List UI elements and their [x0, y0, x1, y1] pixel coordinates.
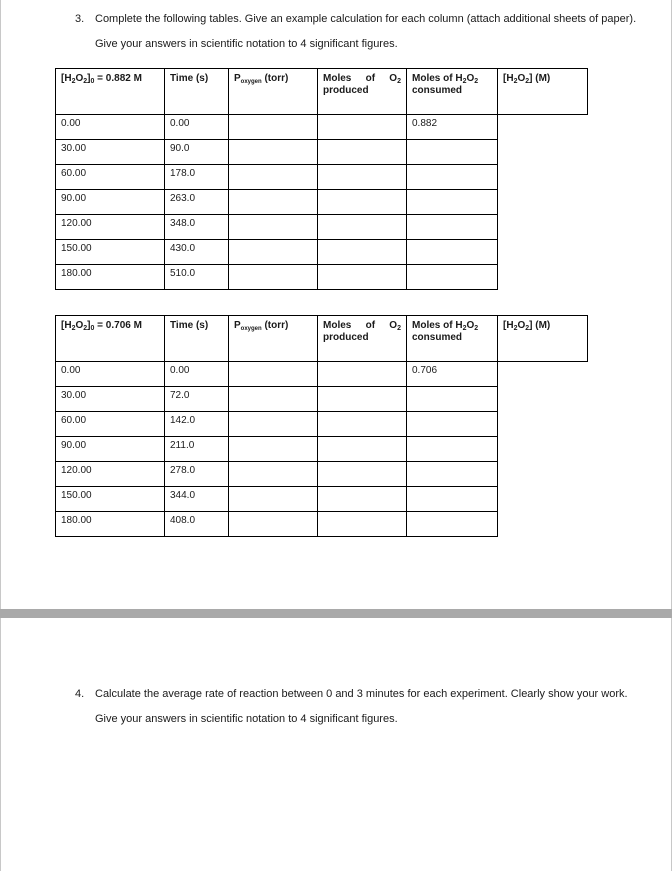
table-row — [56, 240, 588, 265]
moles-o2-cell[interactable] — [229, 140, 318, 165]
moles-h2o2-cell[interactable] — [318, 487, 407, 512]
moles-h2o2-cell[interactable] — [318, 462, 407, 487]
table-row — [56, 362, 588, 387]
moles-h2o2-cell[interactable] — [318, 165, 407, 190]
pressure-cell: 344.0 — [165, 487, 229, 512]
header-time: Time (s) — [165, 316, 229, 362]
table-header-row — [56, 69, 588, 115]
moles-h2o2-cell[interactable] — [318, 240, 407, 265]
time-cell: 150.00 — [56, 487, 165, 512]
header-moles-o2-produced: Moles of $O_2$ produced — [318, 316, 407, 362]
table-row — [56, 265, 588, 290]
question-4-number: 4. — [75, 688, 85, 700]
concentration-cell[interactable] — [407, 487, 498, 512]
question-3-text: Complete the following tables. Give an example calculation for each column (attach additional sheets of paper). Give your answers in scientific notation to 4 significant figures. — [95, 13, 637, 50]
page-left-border — [0, 0, 1, 871]
concentration-cell[interactable] — [407, 412, 498, 437]
question-4 — [75, 682, 640, 732]
moles-o2-cell[interactable] — [229, 437, 318, 462]
header-pressure: $P_{oxygen}$ (torr) — [229, 69, 318, 115]
question-3 — [75, 7, 640, 57]
time-cell: 0.00 — [56, 115, 165, 140]
moles-h2o2-cell[interactable] — [318, 512, 407, 537]
table-row — [56, 387, 588, 412]
moles-h2o2-cell[interactable] — [318, 140, 407, 165]
pressure-cell: 510.0 — [165, 265, 229, 290]
header-pressure: $P_{oxygen}$ (torr) — [229, 316, 318, 362]
time-cell: 180.00 — [56, 265, 165, 290]
concentration-cell[interactable] — [407, 512, 498, 537]
concentration-cell[interactable] — [407, 140, 498, 165]
table-row — [56, 412, 588, 437]
moles-h2o2-cell[interactable] — [318, 412, 407, 437]
time-cell: 30.00 — [56, 140, 165, 165]
table-row — [56, 190, 588, 215]
concentration-cell[interactable] — [407, 215, 498, 240]
moles-h2o2-cell[interactable] — [318, 215, 407, 240]
table-row — [56, 165, 588, 190]
concentration-cell[interactable]: 0.882 — [407, 115, 498, 140]
header-moles-h2o2-consumed: Moles of $H_2O_2$ consumed — [407, 69, 498, 115]
pressure-cell: 72.0 — [165, 387, 229, 412]
time-cell: 90.00 — [56, 437, 165, 462]
data-table-2 — [55, 315, 588, 537]
moles-h2o2-cell[interactable] — [318, 437, 407, 462]
pressure-cell: 278.0 — [165, 462, 229, 487]
moles-h2o2-cell[interactable] — [318, 190, 407, 215]
pressure-cell: 430.0 — [165, 240, 229, 265]
data-table-1 — [55, 68, 588, 290]
pressure-cell: 90.0 — [165, 140, 229, 165]
moles-h2o2-cell[interactable] — [318, 387, 407, 412]
time-cell: 30.00 — [56, 387, 165, 412]
moles-o2-cell[interactable] — [229, 265, 318, 290]
concentration-cell[interactable] — [407, 190, 498, 215]
moles-o2-cell[interactable] — [229, 512, 318, 537]
moles-o2-cell[interactable] — [229, 190, 318, 215]
header-time: Time (s) — [165, 69, 229, 115]
moles-h2o2-cell[interactable] — [318, 115, 407, 140]
pressure-cell: 348.0 — [165, 215, 229, 240]
concentration-cell[interactable] — [407, 240, 498, 265]
moles-o2-cell[interactable] — [229, 387, 318, 412]
moles-o2-cell[interactable] — [229, 165, 318, 190]
moles-o2-cell[interactable] — [229, 115, 318, 140]
page-break — [0, 609, 672, 618]
moles-h2o2-cell[interactable] — [318, 362, 407, 387]
time-cell: 0.00 — [56, 362, 165, 387]
time-cell: 120.00 — [56, 215, 165, 240]
pressure-cell: 211.0 — [165, 437, 229, 462]
initial-concentration-label: $[H_2O_2]_0 = 0.882$ M — [56, 69, 165, 115]
concentration-cell[interactable] — [407, 437, 498, 462]
time-cell: 60.00 — [56, 165, 165, 190]
table-row — [56, 462, 588, 487]
concentration-cell[interactable] — [407, 265, 498, 290]
pressure-cell: 408.0 — [165, 512, 229, 537]
header-moles-h2o2-consumed: Moles of $H_2O_2$ consumed — [407, 316, 498, 362]
moles-o2-cell[interactable] — [229, 240, 318, 265]
table-row — [56, 487, 588, 512]
table-row — [56, 512, 588, 537]
moles-o2-cell[interactable] — [229, 215, 318, 240]
time-cell: 90.00 — [56, 190, 165, 215]
time-cell: 60.00 — [56, 412, 165, 437]
pressure-cell: 0.00 — [165, 362, 229, 387]
header-h2o2-concentration: $[H_2O_2]$ (M) — [498, 316, 588, 362]
table-row — [56, 140, 588, 165]
pressure-cell: 178.0 — [165, 165, 229, 190]
moles-h2o2-cell[interactable] — [318, 265, 407, 290]
header-moles-o2-produced: Moles of $O_2$ produced — [318, 69, 407, 115]
time-cell: 150.00 — [56, 240, 165, 265]
table-header-row — [56, 316, 588, 362]
question-4-text: Calculate the average rate of reaction between 0 and 3 minutes for each experiment. Clearly show your work. Give your answers in scientific notation to 4 significant figures. — [95, 688, 628, 725]
moles-o2-cell[interactable] — [229, 462, 318, 487]
table-row — [56, 437, 588, 462]
pressure-cell: 0.00 — [165, 115, 229, 140]
header-h2o2-concentration: $[H_2O_2]$ (M) — [498, 69, 588, 115]
moles-o2-cell[interactable] — [229, 412, 318, 437]
concentration-cell[interactable] — [407, 387, 498, 412]
moles-o2-cell[interactable] — [229, 362, 318, 387]
concentration-cell[interactable] — [407, 165, 498, 190]
pressure-cell: 142.0 — [165, 412, 229, 437]
concentration-cell[interactable]: 0.706 — [407, 362, 498, 387]
time-cell: 180.00 — [56, 512, 165, 537]
time-cell: 120.00 — [56, 462, 165, 487]
moles-o2-cell[interactable] — [229, 487, 318, 512]
concentration-cell[interactable] — [407, 462, 498, 487]
pressure-cell: 263.0 — [165, 190, 229, 215]
question-3-number: 3. — [75, 13, 85, 25]
table-row — [56, 215, 588, 240]
initial-concentration-label: $[H_2O_2]_0 = 0.706$ M — [56, 316, 165, 362]
table-row — [56, 115, 588, 140]
